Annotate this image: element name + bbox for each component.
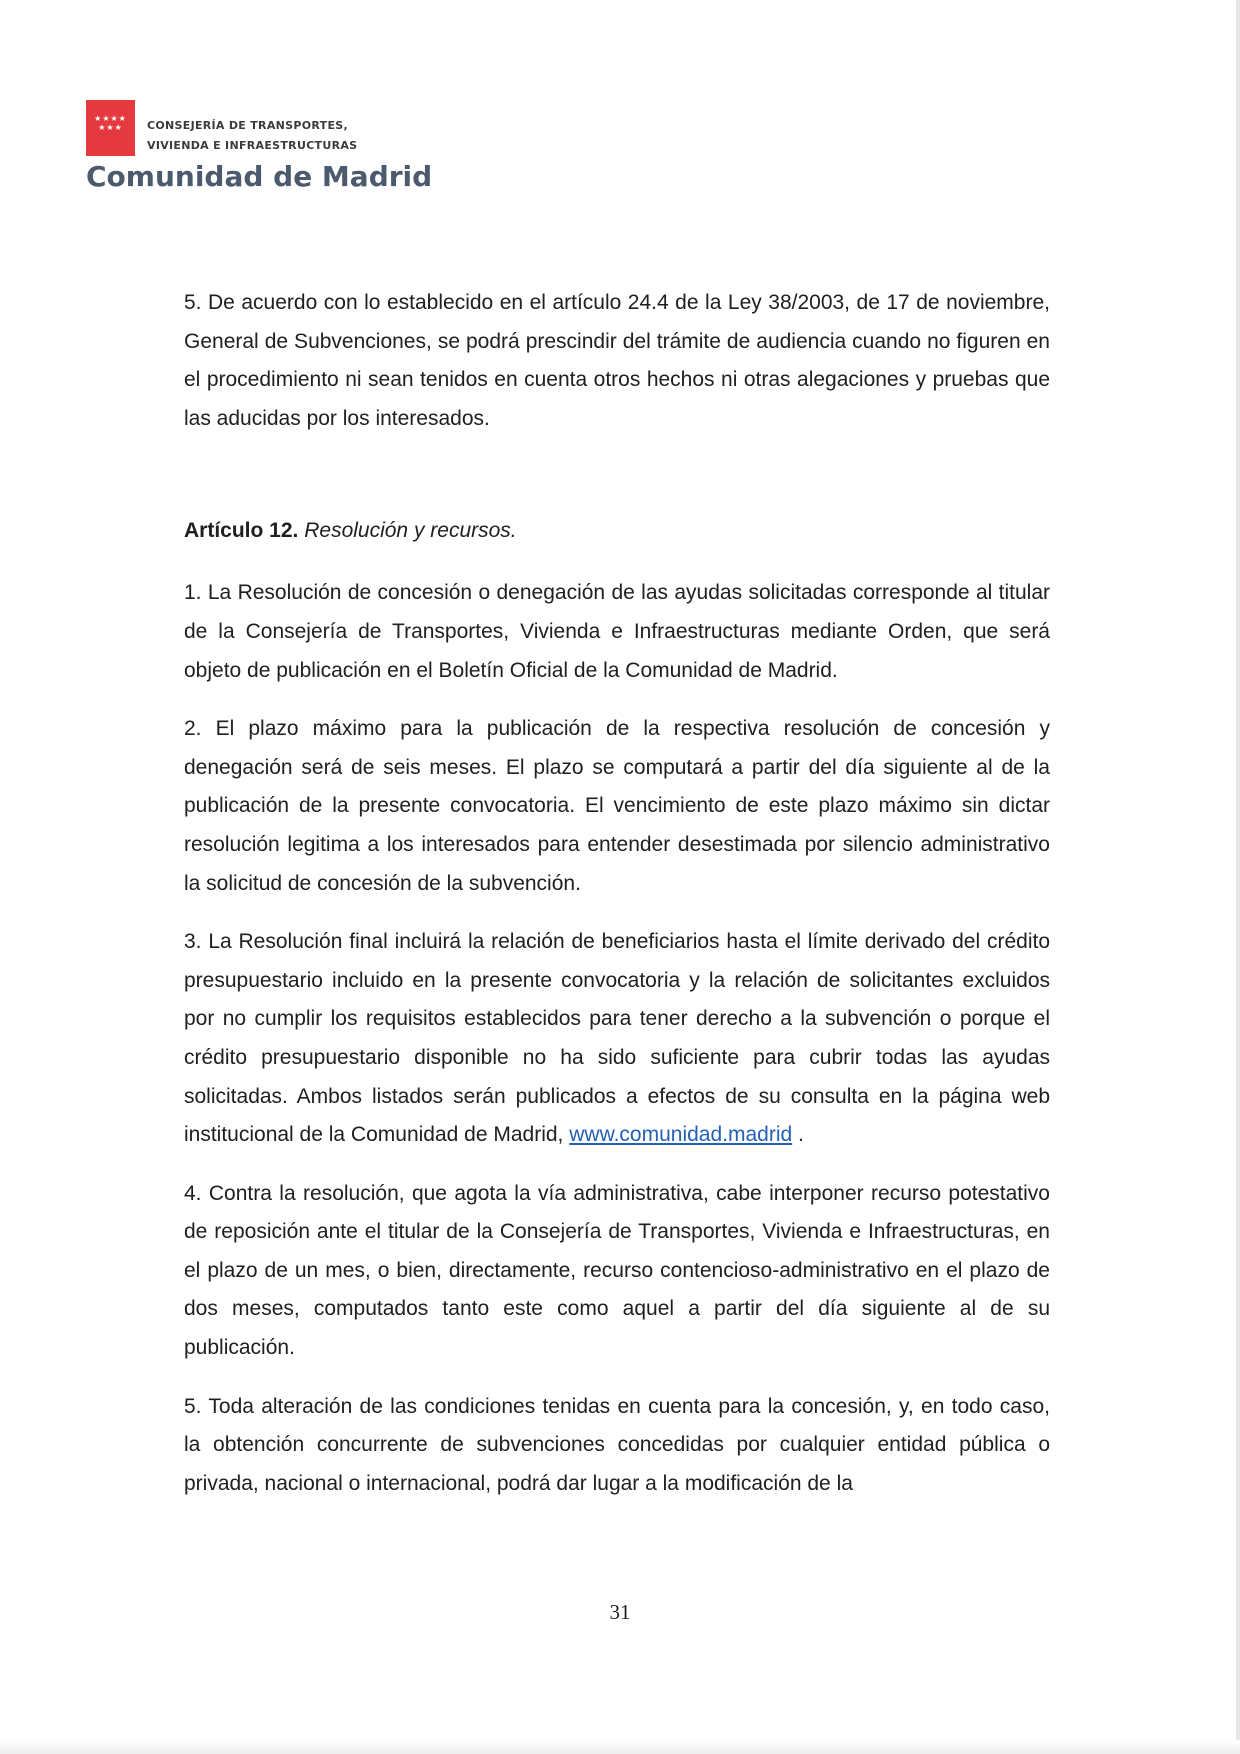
madrid-flag-logo: [86, 100, 135, 156]
paragraph-4: 4. Contra la resolución, que agota la vía administrativa, cabe interponer recurso potestativo de reposición ante el titular de la Consejería de Transportes, Vivienda e Infraestructuras, en el plazo de un mes, o bien, directamente, recurso contencioso-administrativo en el plazo de dos meses, computados tanto este como aquel a partir del día siguiente al de su publicación.: [184, 1181, 1050, 1360]
paragraph-2: 2. El plazo máximo para la publicación de la respectiva resolución de concesión y denegación será de seis meses. El plazo se computará a partir del día siguiente al de la publicación de la presente convocatoria. El vencimiento de este plazo máximo sin dictar resolución legitima a los interesados para entender desestimada por silencio administrativo la solicitud de concesión de la subvención.: [184, 717, 1050, 895]
paragraph-3-text: 3. La Resolución final incluirá la relación de beneficiarios hasta el límite derivado del crédito presupuestario incluido en la presente convocatoria y la relación de solicitantes excluidos por no cumplir los requisitos establecidos para tener derecho a la subvención o porque el crédito presupuestario disponible no ha sido suficiente para cubrir todas las ayudas solicitadas. Ambos listados serán publicados a efectos de su consulta en la página web institucional de la Comunidad de Madrid,: [184, 930, 1050, 1147]
intro-paragraph: 5. De acuerdo con lo establecido en el artículo 24.4 de la Ley 38/2003, de 17 de noviembre, General de Subvenciones, se podrá prescindir del trámite de audiencia cuando no figuren en el procedimiento ni sean tenidos en cuenta otros hechos ni otras alegaciones y pruebas que las aducidas por los interesados.: [184, 291, 1050, 430]
article-title: Resolución y recursos.: [304, 519, 517, 543]
brand-name: Comunidad de Madrid: [86, 160, 433, 193]
paragraph-3-end: .: [792, 1123, 804, 1147]
document-body: [184, 284, 1050, 1503]
letterhead: [86, 100, 506, 200]
stars-icon: ★★★★ ★★★: [94, 114, 127, 132]
page-number: 31: [609, 1600, 631, 1624]
paragraph-1: 1. La Resolución de concesión o denegación de las ayudas solicitadas corresponde al titular de la Consejería de Transportes, Vivienda e Infraestructuras mediante Orden, que será objeto de publicación en el Boletín Oficial de la Comunidad de Madrid.: [184, 581, 1050, 682]
scan-edge-bottom: [0, 1740, 1240, 1754]
scan-edge-right: [1236, 0, 1240, 1754]
article-heading: [184, 512, 1050, 550]
paragraph-3: [184, 923, 1050, 1155]
article-number: Artículo 12.: [184, 519, 299, 543]
department-name-line-1: CONSEJERÍA DE TRANSPORTES,: [147, 119, 348, 132]
department-name-line-2: VIVIENDA E INFRAESTRUCTURAS: [147, 139, 358, 152]
paragraph-5: 5. Toda alteración de las condiciones tenidas en cuenta para la concesión, y, en todo caso, la obtención concurrente de subvenciones concedidas por cualquier entidad pública o privada, nacional o internacional, podrá dar lugar a la modificación de la: [184, 1394, 1050, 1495]
website-link[interactable]: www.comunidad.madrid: [569, 1123, 793, 1147]
